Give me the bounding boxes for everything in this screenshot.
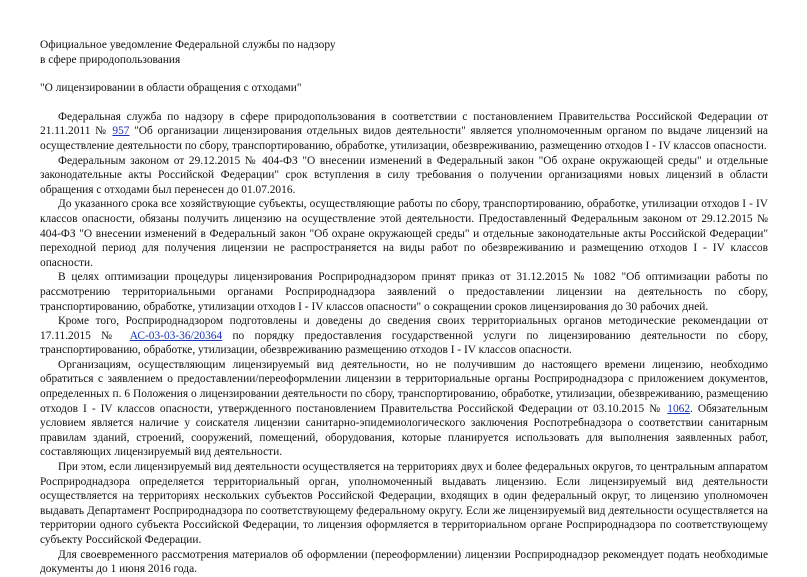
paragraph-8: Для своевременного рассмотрения материалов об оформлении (переоформлении) лицензии Росприроднадзор рекомендует подать необходимые документы до 1 июня 2016 года. (40, 548, 768, 576)
paragraph-2: Федеральным законом от 29.12.2015 № 404-ФЗ "О внесении изменений в Федеральный закон "Об охране окружающей среды" и отдельные законодательные акты Российской Федерации" срок вступления в силу требования о получении организациями новых лицензий в области обращения с отходами был перенесен до 01.07.2016. (40, 154, 768, 196)
spacer (40, 96, 768, 110)
spacer (40, 67, 768, 81)
paragraph-5-text-b: по порядку предоставления государственной услуги по лицензированию деятельности по сбору, транспортированию, обработке, утилизации, обезвреживанию размещению отходов I - IV классов опасности. (40, 329, 768, 357)
document-body (40, 38, 768, 577)
paragraph-6-text-b: . Обязательным условием является наличие у соискателя лицензии санитарно-эпидемиологического заключения Роспотребнадзора о соответствии санитарным правилам зданий, строений, сооружений, помещений, оборудования, которые планируется использовать для выполнения заявленных работ, составляющих лицензируемый вид деятельности. (40, 402, 768, 459)
document-title: "О лицензировании в области обращения с отходами" (40, 82, 302, 95)
paragraph-5 (40, 314, 768, 358)
paragraph-1 (40, 110, 768, 154)
link-decree-1062[interactable]: 1062 (667, 402, 691, 415)
paragraph-1-text-a: Федеральная служба по надзору в сфере природопользования в соответствии с постановлением Правительства Российской Федерации от 21.11.2011 № (40, 110, 768, 138)
paragraph-6-text-a: Организациям, осуществляющим лицензируемый вид деятельности, но не получившим до настоящего времени лицензию, необходимо обратиться с заявлением о предоставлении/переоформлении лицензии в территориальные органы Росприроднадзора с приложением документов, определенных п. 6 Положения о лицензировании деятельности по сбору, транспортированию, обработке, утилизации, обезвреживанию, размещению отходов I - IV классов опасности, утвержденного постановлением Правительства Российской Федерации от 03.10.2015 № (40, 358, 768, 415)
paragraph-3: До указанного срока все хозяйствующие субъекты, осуществляющие работы по сбору, транспортированию, обработке, утилизации отходов I - IV классов опасности, обязаны получить лицензию на осуществление этой деятельности. Предоставленный Федеральным законом от 29.12.2015 № 404-ФЗ "О внесении изменений в Федеральный закон "Об охране окружающей среды" и отдельные законодательные акты Российской Федерации" переходной период для получения лицензии не распространяется на виды работ по обезвреживанию и размещению отходов I - IV классов опасности. (40, 198, 768, 269)
header-line-2: в сфере природопользования (40, 53, 181, 66)
paragraph-7: При этом, если лицензируемый вид деятельности осуществляется на территориях двух и более федеральных округов, то центральным аппаратом Росприроднадзора определяется территориальный орган, уполномоченный выдавать лицензию. Если лицензируемый вид деятельности осуществляется на территориях нескольких субъектов Российской Федерации, входящих в один федеральный округ, то лицензию уполномочен выдавать Департамент Росприроднадзора по соответствующему федеральному округу. Если же лицензируемый вид деятельности осуществляется на территории одного субъекта Российской Федерации, то лицензия оформляется в территориальном органе Росприроднадзора по соответствующему субъекту Российской Федерации. (40, 461, 768, 546)
paragraph-1-text-b: "Об организации лицензирования отдельных видов деятельности" является уполномоченным органом по выдаче лицензий на осуществление деятельности по сбору, транспортированию, обработке, утилизации, обезвреживанию, размещению отходов I - IV классов опасности. (40, 125, 768, 152)
paragraph-4: В целях оптимизации процедуры лицензирования Росприроднадзором принят приказ от 31.12.2015 № 1082 "Об оптимизации работы по рассмотрению территориальными органами Росприроднадзора заявлений о предоставлении лицензии на деятельность по сбору, транспортированию, обработке, утилизации отходов I - IV классов опасности" о сокращении сроков лицензирования до 30 рабочих дней. (40, 271, 768, 313)
paragraph-6 (40, 358, 768, 460)
paragraph-5-text-a: Кроме того, Росприроднадзором подготовлены и доведены до сведения своих территориальных органов методические рекомендации от 17.11.2015 № (40, 315, 768, 342)
link-recommendations-20364[interactable]: АС-03-03-36/20364 (129, 329, 223, 342)
link-decree-957[interactable]: 957 (112, 125, 130, 138)
header-line-1: Официальное уведомление Федеральной службы по надзору (40, 39, 336, 51)
